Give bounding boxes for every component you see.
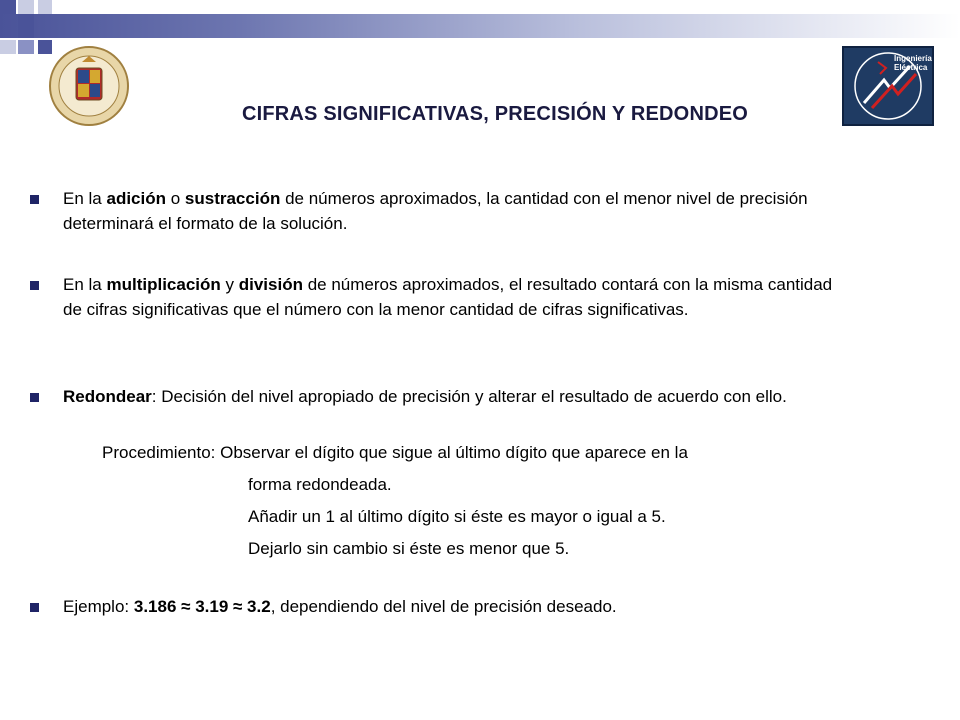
header-band [0,14,960,38]
procedure-line: Añadir un 1 al último dígito si éste es mayor o igual a 5. [248,507,666,526]
decor-square [0,0,16,14]
bullet-text: Redondear: Decisión del nivel apropiado de precisión y alterar el resultado de acuerdo con ello. [63,387,787,406]
decor-square [18,40,34,54]
bullet-square-icon [30,281,39,290]
bullet-square-icon [30,393,39,402]
bullet-text: En la multiplicación y división de números aproximados, el resultado contará con la misma cantidad de cifras significativas que el número con la menor cantidad de cifras significativas. [63,275,833,319]
bullet-item [30,272,850,322]
page-title: CIFRAS SIGNIFICATIVAS, PRECISIÓN Y REDONDEO [241,103,749,125]
decor-square [18,0,34,14]
bullet-square-icon [30,195,39,204]
bullet-item [30,384,850,409]
bullet-item [30,186,850,236]
procedure-line: forma redondeada. [248,475,392,494]
procedure-line: Dejarlo sin cambio si éste es menor que 5. [248,539,570,558]
bullet-text: En la adición o sustracción de números aproximados, la cantidad con el menor nivel de precisión determinará el formato de la solución. [63,189,808,233]
logo-text-line2: Eléctrica [894,63,928,72]
bullet-square-icon [30,603,39,612]
procedure-line: Procedimiento: Observar el dígito que sigue al último dígito que aparece en la [102,443,688,462]
decor-square [38,0,52,14]
bullet-item [30,594,850,619]
decor-square [0,40,16,54]
decor-square [18,14,34,38]
bullet-text: Ejemplo: 3.186 ≈ 3.19 ≈ 3.2, dependiendo del nivel de precisión deseado. [63,597,617,616]
logo-text-line1: Ingeniería [894,54,932,63]
